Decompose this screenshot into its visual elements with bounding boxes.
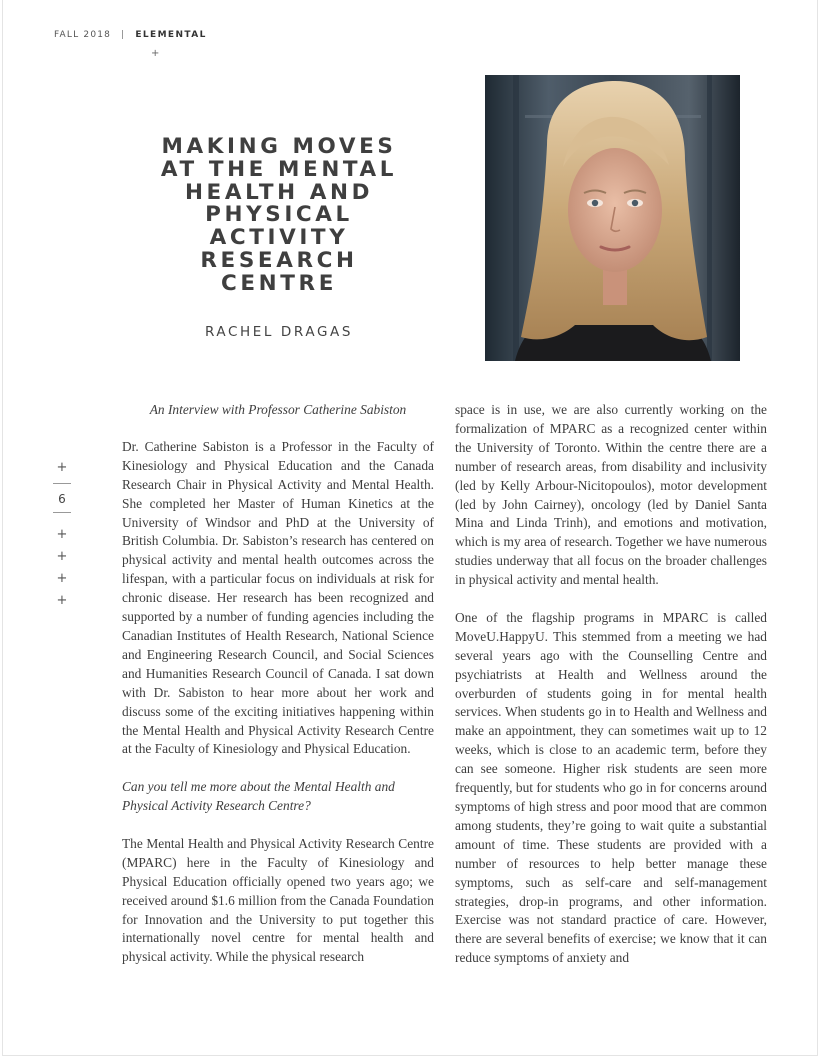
plus-icon[interactable]: + bbox=[56, 549, 68, 564]
magazine-name: ELEMENTAL bbox=[135, 30, 207, 40]
article-column-right bbox=[455, 401, 767, 987]
article-author: RACHEL DRAGAS bbox=[204, 324, 354, 340]
portrait-illustration bbox=[485, 75, 740, 361]
body-paragraph: One of the flagship programs in MPARC is called MoveU.HappyU. This stemmed from a meeting we had several years ago with the Counselling Centre and psychiatrists at Health and Wellness around the overburden of students going in for mental health services. When students go in to Health and Wellness and make an appointment, they can sometimes wait up to 12 weeks, which is close to an academic term, before they can see someone. Higher risk students are seen more frequently, but for students who go in for concerns around symptoms of high stress and poor mood that are common among students, they’re going to wait quite a substantial amount of time. These students are provided with a number of resources to help better manage these symptoms, such as self-care and self-management strategies, drop-in programs, and other information. Exercise was not standard practice of care. However, there are several benefits of exercise; we know that it can reduce symptoms of anxiety and bbox=[455, 609, 767, 966]
body-paragraph: space is in use, we are also currently working on the formalization of MPARC as a recognized center within the University of Toronto. Within the centre there are a number of research areas, from disability and inclusivity (led by Kelly Arbour-Nicitopoulos), motor development (led by John Cairney), oncology (led by Daniel Santa Mina and Linda Trinh), and emotions and motivation, which is my area of research. Together we have numerous studies underway that all focus on the broader challenges in physical activity and mental health. bbox=[455, 402, 767, 588]
interview-question: Can you tell me more about the Mental Health and Physical Activity Research Centre? bbox=[122, 779, 395, 814]
page-number: 6 bbox=[58, 492, 66, 506]
article-title: MAKING MOVES AT THE MENTAL HEALTH AND PHYSICAL ACTIVITY RESEARCH CENTRE bbox=[160, 134, 398, 296]
plus-icon[interactable]: + bbox=[56, 593, 68, 608]
body-paragraph: The Mental Health and Physical Activity Research Centre (MPARC) here in the Faculty of Kinesiology and Physical Education officially opened two years ago; we received around $1.6 million from the Canada Foundation for Innovation and the University to put together this internationally novel centre for mental health and physical activity. While the physical research bbox=[122, 835, 434, 965]
divider bbox=[53, 483, 71, 484]
interview-intro: An Interview with Professor Catherine Sabiston bbox=[149, 402, 407, 417]
article-column-left bbox=[122, 401, 434, 986]
plus-icon[interactable]: + bbox=[56, 527, 68, 542]
divider bbox=[53, 512, 71, 513]
plus-icon[interactable]: + bbox=[56, 460, 68, 475]
running-header bbox=[54, 30, 207, 40]
body-paragraph: Dr. Catherine Sabiston is a Professor in the Faculty of Kinesiology and Physical Education and the Canada Research Chair in Physical Activity and Mental Health. She completed her Master of Human Kinetics at the University of Windsor and PhD at the University of British Columbia. Dr. Sabiston’s research has centered on physical activity and mental health outcomes across the lifespan, with a particular focus on individuals at risk for chronic disease. Her research has been recognized and supported by a number of funding agencies including the Canadian Institutes of Health Research, National Science and Engineering Research Council, and Social Sciences and Humanities Research Council of Canada. I sat down with Dr. Sabiston to hear more about her work and discuss some of the exciting initiatives happening within the Mental Health and Physical Activity Research Centre at the Faculty of Kinesiology and Physical Education. bbox=[122, 438, 434, 757]
portrait-photo bbox=[485, 75, 740, 361]
header-separator: | bbox=[121, 30, 126, 40]
header-plus-icon: + bbox=[151, 48, 160, 59]
plus-icon[interactable]: + bbox=[56, 571, 68, 586]
issue-label: FALL 2018 bbox=[54, 30, 112, 40]
